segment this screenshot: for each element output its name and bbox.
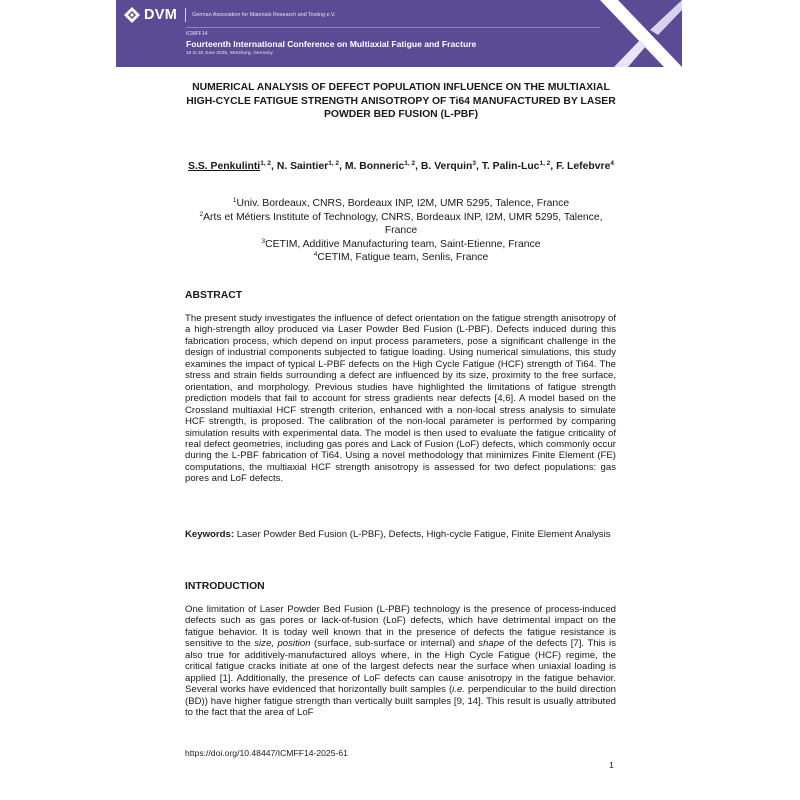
affiliation-item <box>185 197 617 211</box>
author-affiliation-sup: 1, 2 <box>539 160 551 167</box>
dvm-diamond-icon <box>124 7 140 23</box>
doi-link[interactable]: https://doi.org/10.48447/ICMFF14-2025-61 <box>185 748 348 758</box>
intro-emphasis: i.e. <box>452 684 465 696</box>
author-separator: , <box>415 161 421 172</box>
affiliation-list <box>185 197 617 265</box>
intro-text: One limitation of Laser Powder Bed Fusion (L-PBF) technology is the presence of process-induced defects such as gas pores or lack-of-fusion (LoF) defects, which have detrimental impact on the fatigue behavior. It is today well known that in the presence of defects the fatigue resistance is sensitive to the <box>185 604 616 650</box>
author-name: S.S. Penkulinti <box>188 161 261 172</box>
intro-text: , <box>271 638 278 650</box>
affiliation-sup: 3 <box>261 237 266 245</box>
author-affiliation-sup: 1, 2 <box>404 160 416 167</box>
conference-date: 18 to 20 June 2025, Würzburg, Germany <box>186 51 273 56</box>
keywords-label: Keywords: <box>185 529 235 540</box>
conference-banner <box>116 0 682 67</box>
affiliation-sup: 1 <box>232 197 237 204</box>
keywords <box>185 529 616 541</box>
affiliation-item <box>185 251 617 265</box>
decorative-x-graphic <box>600 0 682 67</box>
affiliation-text: CETIM, Additive Manufacturing team, Saint-Etienne, France <box>265 238 541 250</box>
author-affiliation-sup: 4 <box>610 160 614 167</box>
conference-abbreviation: ICMFF14 <box>186 31 208 37</box>
page-number: 1 <box>609 760 614 770</box>
intro-text: perpendicular to the build direction (BD)) have higher fatigue strength than vertically built samples [9, 14]. This result is usually attributed to the fact that the area of LoF <box>185 684 616 719</box>
author-name: F. Lefebvre <box>556 161 611 172</box>
author-name: N. Saintier <box>276 161 329 172</box>
affiliation-item <box>185 211 617 238</box>
affiliation-item <box>185 238 617 252</box>
affiliation-sup: 4 <box>313 251 318 259</box>
author-affiliation-sup: 1, 2 <box>260 160 272 167</box>
affiliation-sup: 2 <box>199 210 204 218</box>
intro-emphasis: position <box>277 638 311 650</box>
introduction-body <box>185 604 616 719</box>
author-separator: , <box>475 161 482 172</box>
author-separator: , <box>339 161 345 172</box>
keywords-text: Laser Powder Bed Fusion (L-PBF), Defects, High-cycle Fatigue, Finite Element Analysis <box>236 529 611 540</box>
intro-emphasis: shape <box>478 638 505 650</box>
intro-emphasis: size <box>254 638 272 650</box>
paper-title: NUMERICAL ANALYSIS OF DEFECT POPULATION INFLUENCE ON THE MULTIAXIAL HIGH-CYCLE FATIGUE STRENGTH ANISOTROPY OF Ti64 MANUFACTURED BY LASER POWDER BED FUSION (L-PBF) <box>186 82 616 121</box>
affiliation-text: Univ. Bordeaux, CNRS, Bordeaux INP, I2M, UMR 5295, Talence, France <box>236 198 570 209</box>
banner-divider-line <box>186 27 626 28</box>
author-name: M. Bonneric <box>344 161 405 172</box>
author-name: B. Verquin <box>420 161 473 172</box>
logo-divider <box>185 8 186 22</box>
author-list <box>185 160 617 174</box>
intro-text: of the defects [7]. This is also true for additively-manufactured alloys where, in the High Cycle Fatigue (HCF) regime, the critical fatigue cracks initiate at one of the largest defects near the surface when uniaxial loading is applied [1]. Additionally, the presence of LoF defects can cause anisotropy in the fatigue behavior. Several works have evidenced that horizontally built samples ( <box>185 638 616 696</box>
affiliation-text: CETIM, Fatigue team, Senlis, France <box>317 252 489 264</box>
author-separator: , <box>271 161 277 172</box>
dvm-logo <box>124 5 336 25</box>
author-name: T. Palin-Luc <box>481 161 540 172</box>
author-separator: , <box>550 161 557 172</box>
abstract-body: The present study investigates the influence of defect orientation on the fatigue strength anisotropy of a high-strength alloy produced via Laser Powder Bed Fusion (L-PBF). Defects induced during this fabrication process, which depend on input process parameters, pose a significant challenge in the design of industrial components subjected to fatigue loading. Using numerical simulations, this study examines the impact of typical L-PBF defects on the High Cycle Fatigue (HCF) strength of Ti64. The stress and strain fields surrounding a defect are influenced by its size, proximity to the free surface, orientation, and morphology. Previous studies have highlighted the limitations of fatigue strength prediction models that fail to account for stress gradients near defects [4,6]. A model based on the Crossland multiaxial HCF strength criterion, enhanced with a non-local stress analysis to simulate HCF strength, is proposed. The calibration of the non-local parameter is performed by comparing simulation results with experimental data. The model is then used to evaluate the fatigue criticality of real defect geometries, including gas pores and Lack of Fusion (LoF) defects, which commonly occur during the L-PBF fabrication of Ti64. Using a novel methodology that minimizes Finite Element (FE) computations, the multiaxial HCF strength anisotropy is assessed for two defect populations: gas pores and LoF defects. <box>185 313 616 485</box>
intro-text: (surface, sub-surface or internal) and <box>310 638 479 650</box>
affiliation-text: Arts et Métiers Institute of Technology, CNRS, Bordeaux INP, I2M, UMR 5295, Talence, France <box>203 211 603 237</box>
conference-title: Fourteenth International Conference on Multiaxial Fatigue and Fracture <box>186 39 477 49</box>
dvm-logo-text: DVM <box>144 7 178 23</box>
author-affiliation-sup: 3 <box>472 160 476 167</box>
introduction-heading: INTRODUCTION <box>185 581 265 592</box>
author-affiliation-sup: 1, 2 <box>328 160 340 167</box>
abstract-heading: ABSTRACT <box>185 290 243 301</box>
association-name: German Association for Materials Research and Testing e.V. <box>192 12 336 18</box>
